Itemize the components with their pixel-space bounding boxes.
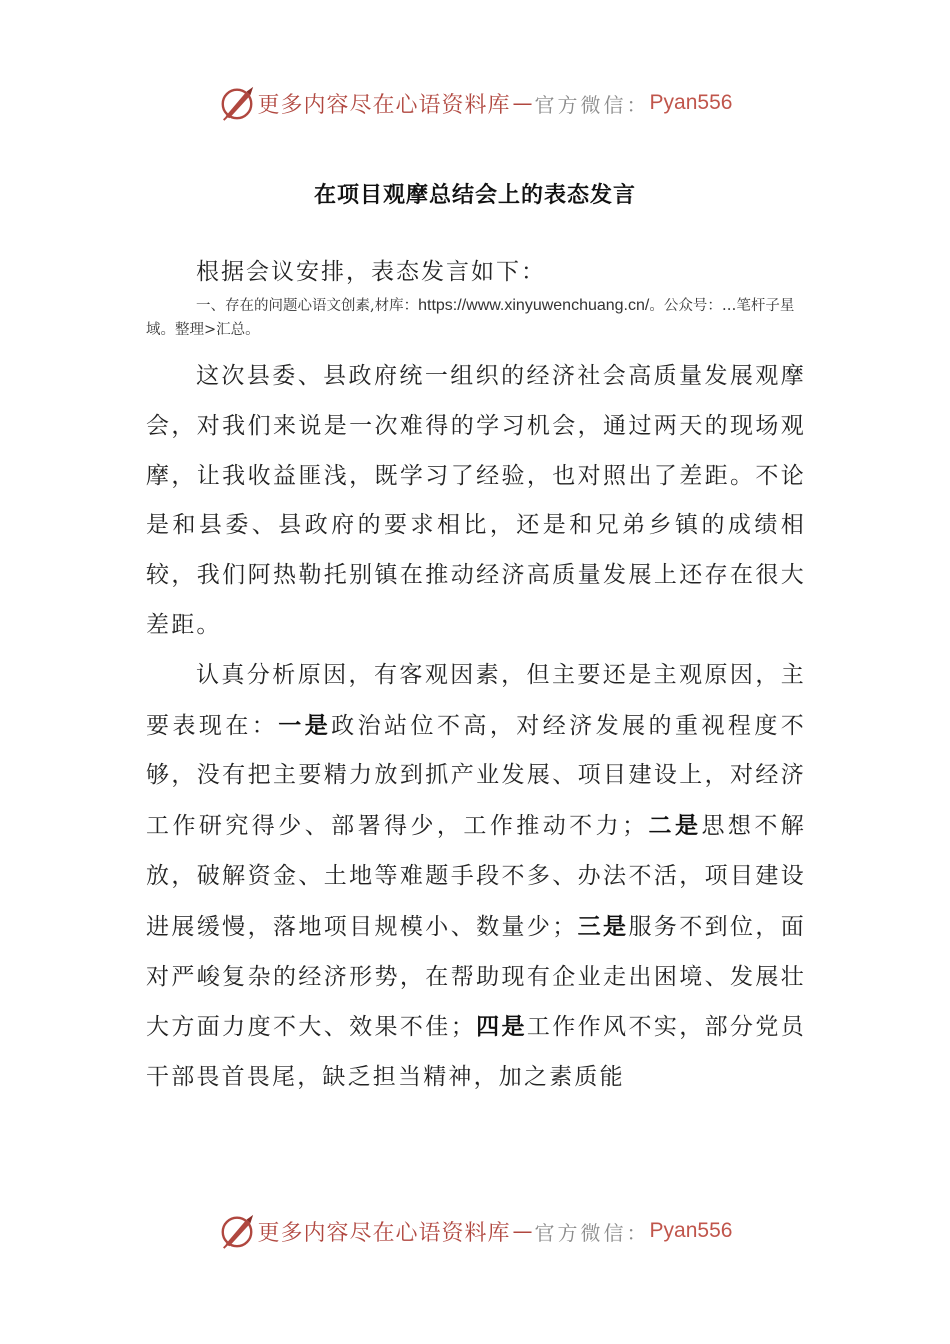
note-suffix: 。公众号：…笔杆子星域。整理>汇总。 (146, 298, 795, 338)
header-dash: — (512, 91, 533, 115)
quill-logo-icon (218, 1212, 256, 1250)
footer-brand-text: 更多内容尽在心语资料库 (257, 1220, 511, 1246)
paragraph-2 (146, 651, 806, 1103)
paragraph-1: 这次县委、县政府统一组织的经济社会高质量发展观摩会，对我们来说是一次难得的学习机会，通过两天的现场观摩，让我收益匪浅，既学习了经验，也对照出了差距。不论是和县委、县政府的要求相比，还是和兄弟乡镇的成绩相较，我们阿热勒托别镇在推动经济高质量发展上还存在很大差距。 (146, 363, 806, 638)
header-banner (0, 78, 950, 128)
header-official-label: 官方微信： (534, 92, 650, 117)
footer-official-label: 官方微信： (534, 1220, 650, 1245)
quill-logo-icon (218, 84, 256, 122)
point-3-label: 三是 (577, 912, 629, 940)
note-prefix: 一、存在的问题心语文创素,材库： (196, 298, 419, 314)
footer-dash: — (512, 1219, 533, 1243)
para2-intro: 认真分析原因，有客观因素，但主要还是主观原因，主要表现在： (146, 661, 806, 739)
point-2-text: 思想不解放，破解资金、土地等难题手段不多、办法不活，项目建设进展缓慢，落地项目规模小、数量少； (146, 813, 806, 940)
document-title: 在项目观摩总结会上的表态发言 (313, 183, 636, 208)
header-brand-text: 更多内容尽在心语资料库 (257, 92, 511, 118)
point-3-text: 服务不到位，面对严峻复杂的经济形势，在帮助现有企业走出困境、发展壮大方面力度不大、效果不佳； (146, 913, 807, 1041)
point-4-text: 工作作风不实，部分党员干部畏首畏尾，缺乏担当精神，加之素质能 (146, 1014, 807, 1091)
document-body (146, 252, 806, 1103)
source-url-link[interactable]: https://www.xinyuwenchuang.cn/ (418, 297, 650, 314)
intro-paragraph: 根据会议安排，表态发言如下： (196, 259, 546, 285)
point-2-label: 二是 (647, 812, 702, 840)
point-1-label: 一是 (278, 711, 332, 739)
footer-banner (0, 1206, 950, 1256)
point-4-label: 四是 (475, 1013, 527, 1041)
source-note (146, 294, 806, 342)
footer-wechat-id: Pyan556 (649, 1219, 733, 1242)
header-wechat-id: Pyan556 (649, 91, 733, 114)
point-1-text: 政治站位不高，对经济发展的重视程度不够，没有把主要精力放到抓产业发展、项目建设上，对经济工作研究得少、部署得少，工作推动不力； (146, 712, 806, 840)
